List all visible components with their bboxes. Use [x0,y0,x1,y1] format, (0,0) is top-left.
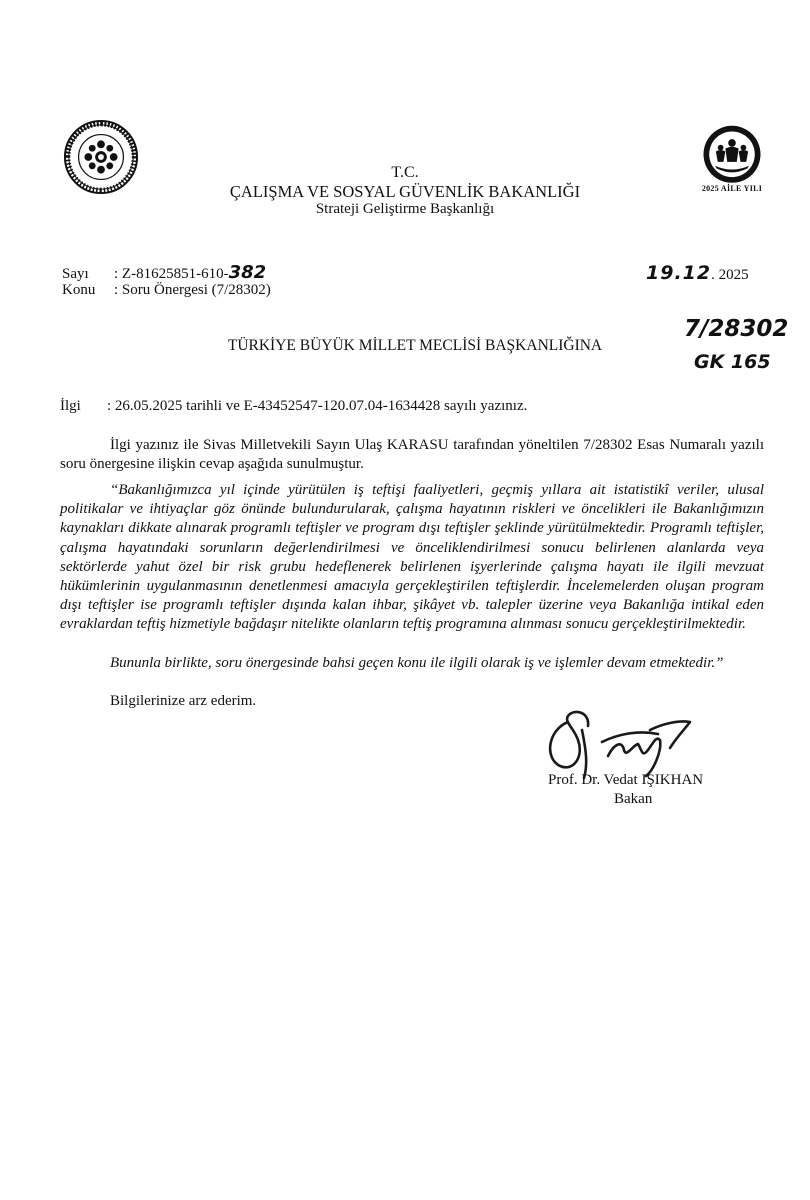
ministry-name: ÇALIŞMA VE SOSYAL GÜVENLİK BAKANLIĞI [229,182,581,201]
date-row [646,262,749,284]
konu-value: : Soru Önergesi (7/28302) [114,282,271,298]
ilgi-row [60,398,527,415]
header-tc: T.C. [391,164,419,181]
konu-label: Konu [62,282,96,298]
quote-paragraph: “Bakanlığımızca yıl içinde yürütülen iş teftişi faaliyetleri, geçmiş yıllara ait istatistikî veriler, ulusal politikalar ve ihtiyaçlar göz önünde bulundurularak, çalışma hayatının riskleri ve öncelikleri ile Bakanlığımızın kaynakları dikkate alınarak programlı teftişler ve program dışı teftişler şeklinde yürütülmektedir. Programlı teftişler, çalışma hayatındaki sorunların değerlendirilmesi ve önceliklendirilmesi sonucu belirlenen alanlarda veya sektörlerde yahut özel bir risk grubu hedeflenerek belirlenen işyerlerinde çalışma hayatı ile ilgili mevzuat hükümlerinin uygulanmasının denetlenmesi amacıyla gerçekleştirilen teftişlerdir. İncelemelerden oluşan program dışı teftişler ise programlı teftişler dışında kalan ihbar, şikâyet vb. talepler üzerine veya Bakanlığa intikal eden evraklardan teftiş hizmetiyle bağdaşır nitelikte olanların teftiş programına alınması sonucu gerçekleştirilmektedir. [60,482,764,633]
sayi-label: Sayı [62,266,89,282]
quote-end-paragraph: Bununla birlikte, soru önergesinde bahsi geçen konu ile ilgili olarak iş ve işlemler devam etmektedir.” [110,655,724,671]
ilgi-value: : 26.05.2025 tarihli ve E-43452547-120.07.04-1634428 sayılı yazınız. [107,398,528,414]
konu-row [62,282,271,299]
sayi-value: : Z-81625851-610- [114,266,229,282]
closing-line: Bilgilerinize arz ederim. [110,693,257,709]
department-name: Strateji Geliştirme Başkanlığı [315,201,495,217]
sayi-handwritten: 382 [228,262,267,283]
date-suffix: . 2025 [711,267,749,283]
signatory-title: Bakan [614,791,653,807]
margin-note-number: 7/28302 [684,316,789,342]
intro-paragraph: İlgi yazınız ile Sivas Milletvekili Sayın Ulaş KARASU tarafından yöneltilen 7/28302 Esas Numaralı yazılı soru önergesine ilişkin cevap aşağıda sunulmuştur. [60,437,764,473]
date-handwritten: 19.12 [646,262,712,284]
ilgi-label: İlgi [60,398,81,414]
handwritten-signature-icon [538,700,708,782]
margin-note-code: GK 165 [694,351,771,373]
signatory-name: Prof. Dr. Vedat IŞIKHAN [548,772,704,788]
sayi-row [62,262,266,283]
emblem-year-label: 2025 AİLE YILI [701,184,763,193]
recipient-heading: TÜRKİYE BÜYÜK MİLLET MECLİSİ BAŞKANLIĞINA [227,337,603,354]
